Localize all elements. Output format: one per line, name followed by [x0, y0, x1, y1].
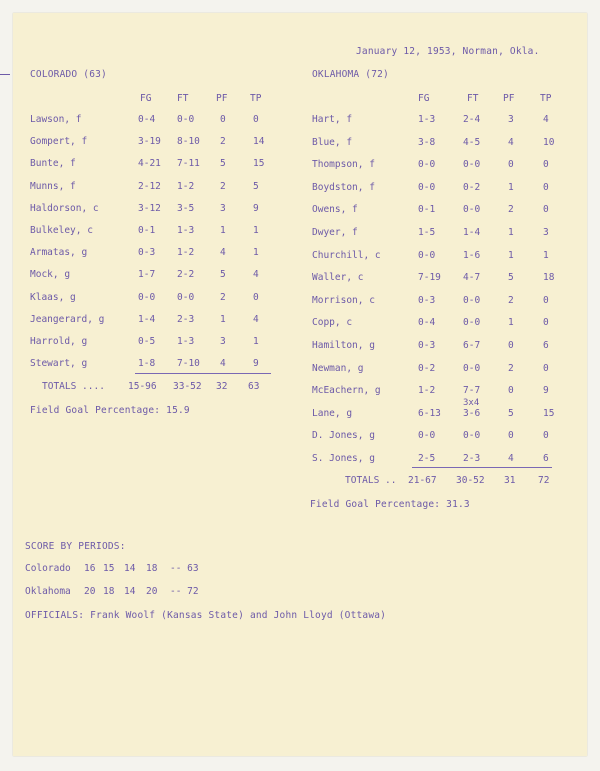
colorado-player-fg: 1-8	[138, 358, 156, 370]
oklahoma-player-row	[0, 453, 600, 467]
colorado-player-pf: 4	[220, 247, 226, 259]
colorado-player-fg: 1-7	[138, 269, 156, 281]
colorado-player-pf: 1	[220, 313, 226, 325]
colorado-player-pf: 2	[220, 291, 226, 303]
colorado-player-fg: 4-21	[138, 158, 161, 170]
oklahoma-player-pf: 0	[508, 159, 514, 171]
colorado-player-name: Haldorson, c	[30, 202, 99, 214]
oklahoma-player-name: Morrison, c	[312, 294, 375, 306]
oklahoma-player-row	[0, 182, 600, 196]
period-score: 15	[103, 563, 115, 574]
period-team: Colorado	[25, 563, 71, 574]
colorado-player-tp: 14	[253, 136, 265, 148]
oklahoma-player-tp: 0	[543, 430, 549, 442]
colorado-player-name: Gompert, f	[30, 136, 88, 148]
oklahoma-col-header-ft: FT	[467, 93, 479, 104]
oklahoma-player-fg: 6-13	[418, 407, 441, 419]
oklahoma-player-fg: 2-5	[418, 453, 436, 464]
oklahoma-player-name: Blue, f	[312, 136, 353, 148]
oklahoma-player-tp: 0	[543, 204, 549, 216]
oklahoma-player-fg: 1-5	[418, 227, 436, 238]
colorado-totals-ft: 33-52	[173, 381, 202, 392]
oklahoma-player-fg: 0-0	[418, 249, 436, 261]
colorado-player-fg: 3-12	[138, 202, 161, 214]
period-score: 16	[84, 563, 96, 574]
colorado-player-pf: 1	[220, 225, 226, 236]
colorado-player-pf: 2	[220, 180, 226, 192]
oklahoma-player-tp: 3	[543, 227, 549, 238]
oklahoma-player-row	[0, 340, 600, 354]
oklahoma-player-fg: 0-1	[418, 204, 436, 216]
colorado-player-ft: 0-0	[177, 114, 195, 125]
oklahoma-player-pf: 0	[508, 385, 514, 397]
oklahoma-player-tp: 0	[543, 181, 549, 193]
colorado-player-name: Bunte, f	[30, 158, 76, 170]
oklahoma-player-row	[0, 363, 600, 377]
colorado-player-fg: 0-1	[138, 225, 156, 236]
oklahoma-totals-ft: 30-52	[456, 475, 485, 486]
colorado-player-ft: 7-10	[177, 358, 200, 370]
oklahoma-player-ft: 0-0	[463, 294, 481, 306]
colorado-player-name: Harrold, g	[30, 336, 88, 347]
colorado-player-tp: 5	[253, 180, 259, 192]
colorado-player-tp: 1	[253, 225, 259, 236]
oklahoma-player-pf: 2	[508, 362, 514, 374]
oklahoma-player-row	[0, 114, 600, 128]
oklahoma-player-row	[0, 204, 600, 218]
colorado-player-tp: 1	[253, 336, 259, 347]
oklahoma-totals-label: TOTALS ..	[345, 475, 397, 486]
colorado-player-ft: 0-0	[177, 291, 195, 303]
colorado-player-name: Munns, f	[30, 180, 76, 192]
colorado-player-tp: 9	[253, 202, 259, 214]
date-line: January 12, 1953, Norman, Okla.	[356, 46, 540, 57]
oklahoma-player-ft: 0-0	[463, 317, 481, 329]
oklahoma-player-name: Copp, c	[312, 317, 353, 329]
oklahoma-player-fg: 0-3	[418, 340, 436, 351]
colorado-player-name: Armatas, g	[30, 247, 88, 259]
oklahoma-player-tp: 1	[543, 249, 549, 261]
colorado-player-name: Jeangerard, g	[30, 313, 105, 325]
colorado-totals-label: TOTALS ....	[42, 381, 105, 392]
oklahoma-player-tp: 6	[543, 340, 549, 351]
oklahoma-player-ft: 0-2	[463, 181, 481, 193]
oklahoma-player-ft: 6-7	[463, 340, 481, 351]
oklahoma-player-fg: 0-4	[418, 317, 436, 329]
colorado-player-tp: 0	[253, 114, 259, 125]
colorado-player-tp: 0	[253, 291, 259, 303]
colorado-player-tp: 15	[253, 158, 265, 170]
officials-line: OFFICIALS: Frank Woolf (Kansas State) and John Lloyd (Ottawa)	[25, 610, 387, 621]
colorado-player-tp: 4	[253, 313, 259, 325]
oklahoma-player-ft: 0-0	[463, 362, 481, 374]
oklahoma-player-row	[0, 397, 600, 422]
oklahoma-player-fg: 0-2	[418, 362, 436, 374]
colorado-player-fg: 3-19	[138, 136, 161, 148]
oklahoma-player-fg: 3-8	[418, 136, 436, 148]
oklahoma-player-tp: 10	[543, 136, 555, 148]
colorado-player-tp: 4	[253, 269, 259, 281]
colorado-col-header-fg: FG	[140, 93, 152, 104]
oklahoma-player-ft: 0-0	[463, 159, 481, 171]
oklahoma-player-ft: 3-6	[463, 407, 481, 419]
oklahoma-col-header-tp: TP	[540, 93, 552, 104]
oklahoma-totals-fg: 21-67	[408, 475, 437, 486]
colorado-player-tp: 9	[253, 358, 259, 370]
oklahoma-player-row	[0, 272, 600, 286]
oklahoma-player-row	[0, 385, 600, 399]
oklahoma-player-tp: 0	[543, 362, 549, 374]
oklahoma-player-fg: 1-2	[418, 385, 436, 397]
period-score: 14	[124, 563, 136, 574]
oklahoma-player-pf: 5	[508, 272, 514, 284]
oklahoma-col-header-fg: FG	[418, 93, 430, 104]
oklahoma-totals-tp: 72	[538, 475, 550, 486]
colorado-player-pf: 2	[220, 136, 226, 148]
oklahoma-player-tp: 15	[543, 407, 555, 419]
oklahoma-player-tp: 6	[543, 453, 549, 464]
oklahoma-player-pf: 4	[508, 453, 514, 464]
oklahoma-player-tp: 18	[543, 272, 555, 284]
oklahoma-player-ft: 1-6	[463, 249, 481, 261]
period-score: 14	[124, 586, 136, 597]
oklahoma-col-header-pf: PF	[503, 93, 515, 104]
oklahoma-player-pf: 3	[508, 114, 514, 125]
oklahoma-player-pf: 4	[508, 136, 514, 148]
colorado-player-pf: 0	[220, 114, 226, 125]
colorado-player-name: Stewart, g	[30, 358, 88, 370]
oklahoma-player-pf: 0	[508, 430, 514, 442]
oklahoma-totals-rule	[412, 467, 552, 468]
oklahoma-player-name: Owens, f	[312, 204, 358, 216]
oklahoma-player-name: S. Jones, g	[312, 453, 375, 464]
oklahoma-totals-pf: 31	[504, 475, 516, 486]
oklahoma-player-name: Hart, f	[312, 114, 353, 125]
oklahoma-player-name: Waller, c	[312, 272, 364, 284]
colorado-player-ft: 2-3	[177, 313, 195, 325]
colorado-player-pf: 5	[220, 158, 226, 170]
oklahoma-player-row	[0, 250, 600, 264]
period-score: 18	[146, 563, 158, 574]
colorado-player-pf: 4	[220, 358, 226, 370]
colorado-fg-percentage: Field Goal Percentage: 15.9	[30, 405, 190, 416]
colorado-player-fg: 1-4	[138, 313, 156, 325]
colorado-player-ft: 1-2	[177, 180, 195, 192]
oklahoma-player-row	[0, 317, 600, 331]
colorado-player-name: Klaas, g	[30, 291, 76, 303]
oklahoma-player-name: Churchill, c	[312, 249, 381, 261]
oklahoma-player-name: Hamilton, g	[312, 340, 375, 351]
oklahoma-player-tp: 9	[543, 385, 549, 397]
oklahoma-player-tp: 4	[543, 114, 549, 125]
period-final: -- 63	[170, 563, 199, 574]
margin-mark	[0, 74, 10, 75]
colorado-player-fg: 0-0	[138, 291, 156, 303]
periods-title: SCORE BY PERIODS:	[25, 541, 126, 552]
oklahoma-player-tp: 0	[543, 294, 549, 306]
colorado-player-fg: 0-4	[138, 114, 156, 125]
colorado-col-header-ft: FT	[177, 93, 189, 104]
period-score: 18	[103, 586, 115, 597]
period-row	[0, 563, 300, 577]
oklahoma-player-fg: 0-0	[418, 159, 436, 171]
colorado-player-ft: 1-3	[177, 225, 195, 236]
colorado-col-header-tp: TP	[250, 93, 262, 104]
period-score: 20	[146, 586, 158, 597]
colorado-player-pf: 3	[220, 202, 226, 214]
oklahoma-totals-row	[0, 475, 600, 489]
oklahoma-player-tp: 0	[543, 159, 549, 171]
oklahoma-player-name: Dwyer, f	[312, 227, 358, 238]
colorado-player-fg: 0-5	[138, 336, 156, 347]
period-score: 20	[84, 586, 96, 597]
oklahoma-player-pf: 1	[508, 181, 514, 193]
period-row	[0, 586, 300, 600]
oklahoma-player-ft: 4-7	[463, 272, 481, 284]
colorado-player-ft: 1-3	[177, 336, 195, 347]
oklahoma-player-row	[0, 137, 600, 151]
colorado-totals-tp: 63	[248, 381, 260, 392]
oklahoma-player-ft: 4-5	[463, 136, 481, 148]
oklahoma-player-ft: 2-3	[463, 453, 481, 464]
colorado-player-fg: 2-12	[138, 180, 161, 192]
colorado-player-name: Lawson, f	[30, 114, 82, 125]
oklahoma-player-row	[0, 295, 600, 309]
oklahoma-player-row	[0, 430, 600, 444]
colorado-totals-pf: 32	[216, 381, 228, 392]
colorado-player-name: Mock, g	[30, 269, 71, 281]
colorado-totals-fg: 15-96	[128, 381, 157, 392]
oklahoma-player-name: Lane, g	[312, 407, 353, 419]
period-final: -- 72	[170, 586, 199, 597]
oklahoma-player-fg: 0-0	[418, 181, 436, 193]
oklahoma-player-ft: 7-7	[463, 385, 481, 397]
colorado-player-pf: 5	[220, 269, 226, 281]
oklahoma-player-pf: 2	[508, 294, 514, 306]
oklahoma-player-pf: 0	[508, 340, 514, 351]
colorado-player-ft: 7-11	[177, 158, 200, 170]
oklahoma-player-ft: 0-0	[463, 204, 481, 216]
oklahoma-player-tp: 0	[543, 317, 549, 329]
colorado-title: COLORADO (63)	[30, 69, 107, 80]
colorado-player-pf: 3	[220, 336, 226, 347]
period-team: Oklahoma	[25, 586, 71, 597]
colorado-player-fg: 0-3	[138, 247, 156, 259]
oklahoma-player-row	[0, 159, 600, 173]
oklahoma-fg-percentage: Field Goal Percentage: 31.3	[310, 499, 470, 510]
colorado-col-header-pf: PF	[216, 93, 228, 104]
oklahoma-player-ft: 0-0	[463, 430, 481, 442]
oklahoma-player-pf: 1	[508, 227, 514, 238]
colorado-player-ft: 1-2	[177, 247, 195, 259]
oklahoma-player-name: Boydston, f	[312, 181, 375, 193]
colorado-player-ft: 8-10	[177, 136, 200, 148]
oklahoma-player-name: Thompson, f	[312, 159, 375, 171]
oklahoma-player-fg: 0-3	[418, 294, 436, 306]
oklahoma-player-fg: 0-0	[418, 430, 436, 442]
oklahoma-player-fg: 7-19	[418, 272, 441, 284]
oklahoma-player-pf: 1	[508, 317, 514, 329]
colorado-player-tp: 1	[253, 247, 259, 259]
oklahoma-player-pf: 2	[508, 204, 514, 216]
oklahoma-player-name: McEachern, g	[312, 385, 381, 397]
colorado-player-ft: 3-5	[177, 202, 195, 214]
oklahoma-player-ft: 2-4	[463, 114, 481, 125]
oklahoma-player-ft-correction: 3x4	[463, 397, 480, 408]
oklahoma-player-name: Newman, g	[312, 362, 364, 374]
oklahoma-title: OKLAHOMA (72)	[312, 69, 389, 80]
oklahoma-player-row	[0, 227, 600, 241]
oklahoma-player-pf: 5	[508, 407, 514, 419]
oklahoma-player-name: D. Jones, g	[312, 430, 375, 442]
oklahoma-player-ft: 1-4	[463, 227, 481, 238]
colorado-player-ft: 2-2	[177, 269, 195, 281]
colorado-player-name: Bulkeley, c	[30, 225, 93, 236]
oklahoma-player-fg: 1-3	[418, 114, 436, 125]
oklahoma-player-pf: 1	[508, 249, 514, 261]
